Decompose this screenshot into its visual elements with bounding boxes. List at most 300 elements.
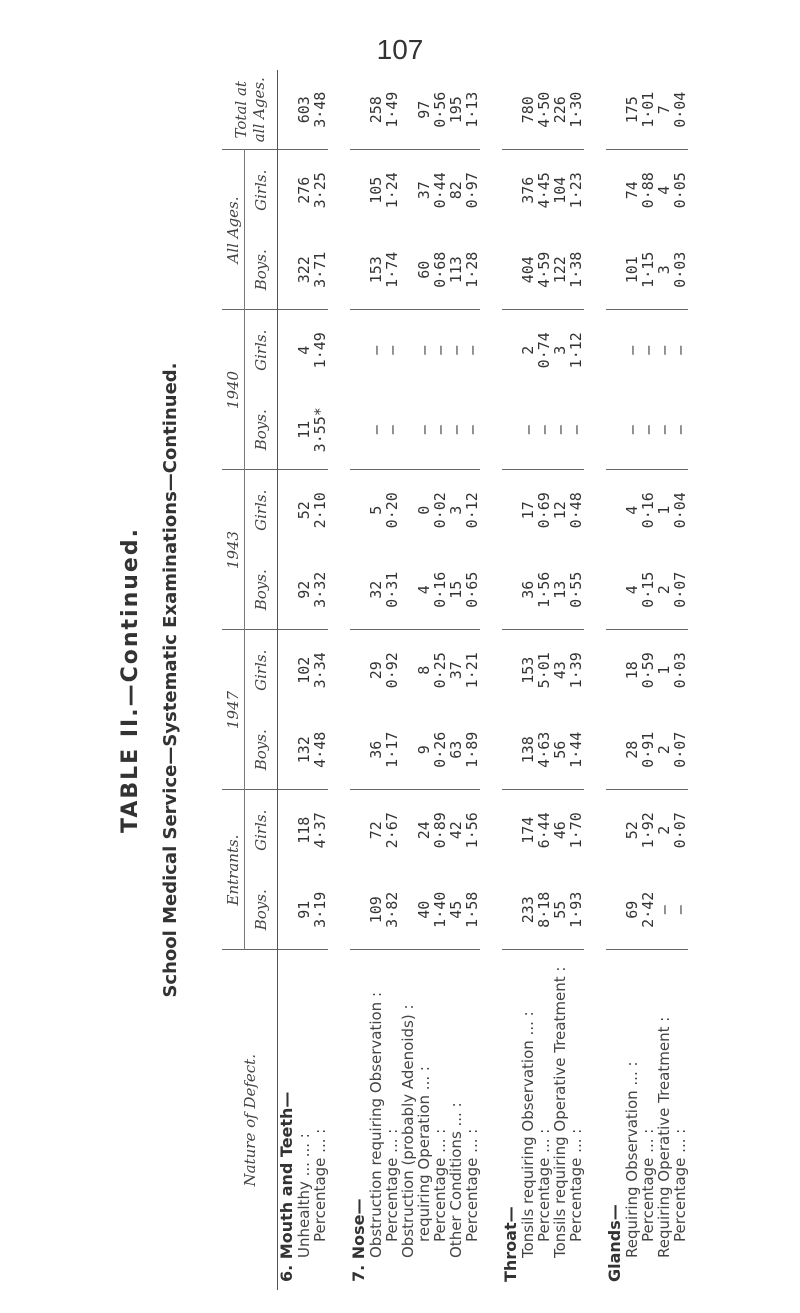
table-value: 0·03 [671,251,689,288]
table-value: 1·17 [383,731,401,768]
table-value: 101 [623,256,641,284]
defect-label-cell [350,950,480,1290]
table-value: 1·12 [567,332,585,369]
table-value: 3·71 [311,251,329,288]
table-value: 0·68 [431,251,449,288]
table-value: 0·15 [639,571,657,608]
leader-dots: : [367,991,385,998]
value-cell [350,710,480,790]
section-title: Throat— [501,1206,520,1282]
table-row [278,70,329,1290]
table-value: 52 [623,821,641,840]
value-cell [606,550,688,630]
title-block [110,70,210,1290]
table-value: 195 [447,96,465,124]
table-value: — [551,425,569,435]
table-value: 3·25 [311,172,329,209]
table-value: 118 [295,816,313,844]
row-label [416,951,432,1283]
table-value: 1·58 [463,891,481,928]
table-value: 0·92 [383,652,401,689]
girls-header: Girls. [245,310,278,390]
table-value: 1·74 [383,251,401,288]
value-cell [606,310,688,390]
table-value: 46 [551,821,569,840]
table-value: 6·44 [535,812,553,849]
table-value: 404 [519,256,537,284]
value-cell [502,710,584,790]
table-value: 0·07 [671,812,689,849]
table-value: 5·01 [535,652,553,689]
row-label [568,951,584,1283]
table-value: 43 [551,661,569,680]
table-value: 0·16 [639,492,657,529]
value-cell [606,630,688,710]
table-value: 3 [655,265,673,275]
table-value: 1·49 [311,332,329,369]
table-value: 29 [367,661,385,680]
table-value: 1·40 [431,891,449,928]
table-value: 8·18 [535,891,553,928]
table-value: 4·50 [535,91,553,128]
table-value: — [671,345,689,355]
table-value: 40 [415,900,433,919]
girls-header: Girls. [245,790,278,870]
table-value: 32 [367,580,385,599]
value-cell [278,470,329,550]
leader-dots: ... : [431,1128,449,1153]
table-value: 0·59 [639,652,657,689]
table-value: 153 [519,656,537,684]
section-title: Glands— [605,1204,624,1282]
row-label-text: Obstruction requiring Observation [367,1001,385,1258]
page-number: 107 [376,34,424,65]
table-value: 0·25 [431,652,449,689]
section-spacer [502,150,520,230]
table-value: 2·10 [311,492,329,529]
row-label-text: Percentage [463,1157,481,1242]
leader-dots: ... : [567,1128,585,1153]
row-label [368,951,384,1283]
spacer [519,1035,537,1040]
table-value: 8 [415,665,433,675]
table-value: 1·89 [463,731,481,768]
defects-table [222,70,688,1290]
table-value: 0·04 [671,492,689,529]
table-value: 233 [519,896,537,924]
gap-cell [328,70,350,1290]
section-spacer [606,550,624,630]
section-spacer [502,230,520,310]
table-value: 2 [519,345,537,355]
value-cell [278,710,329,790]
value-cell [350,390,480,470]
value-cell [502,790,584,870]
section-spacer [278,150,296,230]
table-value: 258 [367,96,385,124]
table-value: 603 [295,96,313,124]
table-value: 153 [367,256,385,284]
section-title: 7. Nose— [349,1198,368,1282]
value-cell [350,790,480,870]
table-value: 72 [367,821,385,840]
spacer [623,1067,641,1072]
leader-dots: ... : [311,1128,329,1153]
spacer [367,997,385,1002]
defect-label-cell [606,950,688,1290]
table-value: — [431,345,449,355]
table-value: 52 [295,501,313,520]
table-value [400,230,416,310]
table-value: 45 [447,900,465,919]
table-value: — [655,345,673,355]
value-cell [278,390,329,470]
table-value: 104 [551,176,569,204]
value-cell [606,150,688,230]
value-cell [350,230,480,310]
spacer [415,1071,433,1076]
section-spacer [606,70,624,150]
table-value: — [639,425,657,435]
table-value: 4 [623,505,641,515]
table-body [278,70,689,1290]
section-spacer [502,70,520,150]
leader-dots: : [623,1061,641,1067]
row-label [624,951,640,1283]
table-value: 1·30 [567,91,585,128]
table-value: 1·21 [463,652,481,689]
gap-cell [584,70,606,1290]
value-cell [278,790,329,870]
table-value [400,631,416,711]
spacer [447,1107,465,1112]
value-cell [278,150,329,230]
value-cell [278,870,329,950]
table-value: 132 [295,736,313,764]
table-value: 4·59 [535,251,553,288]
table-value: 1·49 [383,91,401,128]
table-value: — [639,345,657,355]
value-cell [502,310,584,390]
table-value: 63 [447,740,465,759]
table-value: 0·91 [639,731,657,768]
table-value: 3·82 [383,891,401,928]
table-value: — [463,345,481,355]
table-value: 0 [415,505,433,515]
table-value: 174 [519,816,537,844]
row-label-text: Percentage [639,1157,657,1242]
nature-of-defect-header: Nature of Defect. [222,950,278,1290]
boys-header: Boys. [245,870,278,950]
value-cell [502,870,584,950]
value-cell [502,470,584,550]
section-spacer [278,311,296,391]
spacer [463,1153,481,1158]
table-value: 0·74 [535,332,553,369]
row-label [464,951,480,1283]
section-spacer [502,550,520,630]
section-spacer [278,471,296,551]
table-value: 4 [655,185,673,195]
row-label [296,951,312,1283]
row-label [312,951,328,1283]
table-value: 82 [447,181,465,200]
boys-header: Boys. [245,710,278,790]
table-row [606,70,688,1290]
table-value: 1·13 [463,91,481,128]
leader-dots: : [399,1004,417,1010]
section-spacer [350,550,368,630]
group-header-entrants: Entrants. [222,790,245,950]
table-value: 28 [623,740,641,759]
table-value: 0·89 [431,812,449,849]
section-spacer [350,631,368,711]
section-spacer [278,710,296,790]
table-value: 109 [367,896,385,924]
table-value: 0·65 [463,571,481,608]
table-value: 138 [519,736,537,764]
table-value: 0·16 [431,571,449,608]
table-value: — [447,425,465,435]
row-label-text: Percentage [535,1157,553,1242]
spacer [311,1153,329,1158]
leader-dots: ... : [295,1133,313,1158]
table-value: 1·56 [535,571,553,608]
value-cell [350,150,480,230]
value-cell [350,70,480,150]
row-label-text: Percentage [671,1157,689,1242]
value-cell [502,550,584,630]
table-value: 1 [655,665,673,675]
table-value: 36 [519,580,537,599]
table-value: — [519,425,537,435]
row-label-text: requiring Operation ... [415,1075,433,1242]
table-value: — [367,425,385,435]
table-value [400,870,416,950]
value-cell [278,70,329,150]
row-label [384,951,400,1283]
table-value: 17 [519,501,537,520]
row-label-text: Tonsils requiring Operative Treatment [551,976,569,1258]
boys-header: Boys. [245,230,278,310]
spacer [655,1022,673,1027]
table-value: — [623,425,641,435]
table-value: 0·20 [383,492,401,529]
table-value [400,791,416,871]
section-spacer [350,70,368,150]
table-value: 4 [623,585,641,595]
section-spacer [502,311,520,391]
row-label-text: Percentage [431,1157,449,1242]
row-label [448,951,464,1283]
value-cell [350,630,480,710]
table-value: 1·38 [567,251,585,288]
table-value: 226 [551,96,569,124]
spacer [567,1153,585,1158]
table-value [400,710,416,790]
table-value: 74 [623,181,641,200]
value-cell [502,70,584,150]
defect-label-cell [278,950,329,1290]
section-spacer [502,870,520,950]
value-cell [606,230,688,310]
table-value: 4 [295,345,313,355]
value-cell [606,710,688,790]
section-gap [480,70,502,1290]
group-header-all-ages: All Ages. [222,150,245,310]
leader-dots: ... : [463,1128,481,1153]
section-spacer [606,791,624,871]
table-value: 2 [655,825,673,835]
section-spacer [278,70,296,150]
table-value: 36 [367,740,385,759]
table-value: 37 [415,181,433,200]
row-label-text: Unhealthy ... [295,1162,313,1258]
section-spacer [278,631,296,711]
table-value: 175 [623,96,641,124]
table-value: 0·48 [567,492,585,529]
table-value: 105 [367,176,385,204]
girls-header: Girls. [245,150,278,230]
leader-dots: : [415,1066,433,1072]
table-value: 1·39 [567,652,585,689]
table-value: 102 [295,656,313,684]
section-spacer [278,870,296,950]
table-value: 4·63 [535,731,553,768]
value-cell [502,630,584,710]
section-gap [584,70,606,1290]
row-label-text: Requiring Operative Treatment [655,1026,673,1258]
leader-dots: ... : [535,1128,553,1153]
spacer [551,972,569,977]
leader-dots: ... : [519,1011,537,1036]
table-value: 37 [447,661,465,680]
section-spacer [502,631,520,711]
table-row [502,70,584,1290]
table-value: 69 [623,900,641,919]
section-spacer [278,791,296,871]
boys-header: Boys. [245,390,278,470]
table-value: 12 [551,501,569,520]
section-spacer [350,710,368,790]
table-value: 42 [447,821,465,840]
value-cell [502,230,584,310]
table-value: 2 [655,585,673,595]
table-value: 4·48 [311,731,329,768]
section-spacer [278,390,296,470]
row-label-text: Other Conditions ... [447,1112,465,1258]
table-value: 1·92 [639,812,657,849]
table-value: 3 [551,345,569,355]
table-value: 0·02 [431,492,449,529]
table-value: 0·88 [639,172,657,209]
value-cell [278,550,329,630]
table-value: 322 [295,256,313,284]
value-cell [278,310,329,390]
table-value: 0·69 [535,492,553,529]
table-value: 1·28 [463,251,481,288]
leader-dots: : [655,1016,673,1022]
table-value: 7 [655,105,673,115]
table-value: — [415,425,433,435]
table-value: 24 [415,821,433,840]
table-value: 1·44 [567,731,585,768]
table-value: 55 [551,900,569,919]
row-label [400,951,416,1283]
table-subtitle: School Medical Service—Systematic Examinations—Continued. [160,362,181,998]
table-row [350,70,480,1290]
table-value: 18 [623,661,641,680]
table-value: 1·24 [383,172,401,209]
table-value [400,550,416,630]
section-spacer [502,390,520,470]
leader-dots: ... : [671,1128,689,1153]
table-value: 1·23 [567,172,585,209]
table-value [400,471,416,551]
table-value: 0·12 [463,492,481,529]
table-value: 122 [551,256,569,284]
table-value: 1·70 [567,812,585,849]
value-cell [606,390,688,470]
table-value: 0·44 [431,172,449,209]
leader-dots: : [551,966,569,972]
group-header-1940: 1940 [222,310,245,470]
row-label-text: Percentage [383,1157,401,1242]
section-spacer [350,390,368,470]
table-value: 0·56 [431,91,449,128]
table-value: — [671,905,689,915]
table-value: 0·03 [671,652,689,689]
value-cell [350,870,480,950]
table-value: 3·19 [311,891,329,928]
gap-cell [480,70,502,1290]
table-value: — [431,425,449,435]
value-cell [278,230,329,310]
value-cell [350,550,480,630]
table-value: 15 [447,580,465,599]
group-header-1947: 1947 [222,630,245,790]
value-cell [350,470,480,550]
table-value [400,390,416,470]
table-value: 4·37 [311,812,329,849]
girls-header: Girls. [245,470,278,550]
leader-dots: ... : [639,1128,657,1153]
table-value: — [415,345,433,355]
table-value: 780 [519,96,537,124]
table-value: — [535,425,553,435]
table-value: 276 [295,176,313,204]
table-value: 56 [551,740,569,759]
section-spacer [278,230,296,310]
section-spacer [606,150,624,230]
value-cell [606,470,688,550]
group-header-1943: 1943 [222,470,245,630]
section-spacer [350,150,368,230]
table-value: — [655,905,673,915]
table-value: 60 [415,260,433,279]
value-cell [350,310,480,390]
table-value: 1·15 [639,251,657,288]
row-label [432,951,448,1283]
table-value: 1·56 [463,812,481,849]
table-value: — [447,345,465,355]
total-header: Total at all Ages. [222,70,278,150]
table-value: 0·05 [671,172,689,209]
table-value: 3·32 [311,571,329,608]
table-value: 5 [367,505,385,515]
table-value: 11 [295,420,313,439]
table-value: 0·55 [567,571,585,608]
